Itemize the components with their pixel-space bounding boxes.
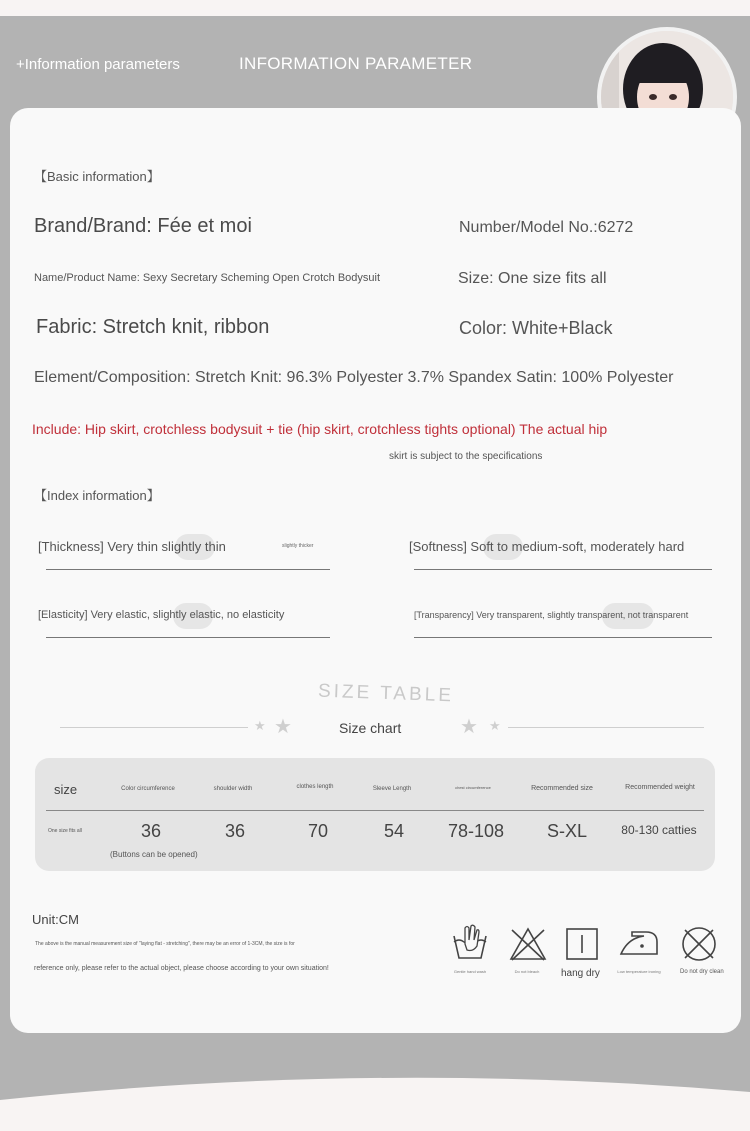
value-sleeve: 54 bbox=[383, 821, 405, 841]
softness-text: [Softness] Soft to medium-soft, moderately hard bbox=[409, 539, 685, 554]
color-text: Color: White+Black bbox=[459, 318, 613, 338]
value-collar: 36 bbox=[140, 821, 162, 841]
header-rec-size: Recommended size bbox=[531, 785, 593, 792]
softness-underline bbox=[414, 569, 712, 570]
elasticity-text: [Elasticity] Very elastic, slightly elastic, no elasticity bbox=[38, 609, 285, 621]
header-chest: chest circumference bbox=[455, 785, 491, 790]
model-text: Number/Model No.:6272 bbox=[459, 219, 634, 236]
product-name-text: Name/Product Name: Sexy Secretary Scheming Open Crotch Bodysuit bbox=[34, 272, 381, 284]
include-continued-text: skirt is subject to the specifications bbox=[389, 451, 543, 462]
disclaimer-line-2: reference only, please refer to the actual object, please choose according to your own situation! bbox=[34, 965, 329, 972]
hand-wash-icon bbox=[451, 922, 489, 962]
unit-label: Unit:CM bbox=[32, 912, 79, 927]
star-small-left-icon: ★ bbox=[254, 718, 266, 733]
header-title: INFORMATION PARAMETER bbox=[239, 54, 473, 73]
elasticity-underline bbox=[46, 637, 330, 638]
thickness-text: [Thickness] Very thin slightly thin bbox=[38, 539, 226, 554]
low-iron-icon bbox=[618, 928, 660, 958]
star-large-right-icon: ★ bbox=[460, 716, 478, 738]
header-rec-weight: Recommended weight bbox=[625, 784, 695, 791]
transparency-text: [Transparency] Very transparent, slightly transparent, not transparent bbox=[414, 610, 689, 620]
row-label: One size fits all bbox=[48, 828, 82, 834]
no-dry-clean-label: Do not dry clean bbox=[680, 969, 724, 975]
value-shoulder: 36 bbox=[224, 821, 246, 841]
star-small-right-icon: ★ bbox=[489, 718, 501, 733]
value-chest: 78-108 bbox=[447, 821, 505, 841]
header-collar: Color circumference bbox=[121, 786, 175, 792]
size-text: Size: One size fits all bbox=[458, 270, 607, 287]
low-iron-label: Low temperature ironing bbox=[617, 969, 661, 974]
header-size: size bbox=[54, 782, 78, 797]
table-header-rule bbox=[46, 810, 704, 811]
do-not-bleach-icon bbox=[508, 926, 548, 962]
value-rec-size: S-XL bbox=[546, 821, 588, 841]
transparency-underline bbox=[414, 637, 712, 638]
bottom-wave bbox=[0, 1060, 750, 1131]
composition-text: Element/Composition: Stretch Knit: 96.3% Polyester 3.7% Spandex Satin: 100% Polyester bbox=[34, 369, 674, 386]
size-table-watermark: SIZE TABLE bbox=[317, 680, 455, 707]
info-card bbox=[10, 108, 741, 1033]
hand-wash-label: Gentle hand wash bbox=[453, 969, 487, 974]
buttons-note: (Buttons can be opened) bbox=[110, 850, 198, 859]
do-not-bleach-label: Do not bleach bbox=[514, 969, 540, 974]
no-dry-clean-icon bbox=[680, 925, 718, 963]
hang-dry-label: hang dry bbox=[561, 968, 600, 979]
value-rec-weight: 80-130 catties bbox=[621, 823, 697, 837]
header-length: clothes length bbox=[296, 784, 334, 790]
star-large-left-icon: ★ bbox=[274, 716, 292, 738]
brand-text: Brand/Brand: Fée et moi bbox=[34, 215, 252, 237]
thickness-extra-text: slightly thicker bbox=[282, 543, 314, 549]
header-left-label: +Information parameters bbox=[16, 56, 180, 73]
left-divider bbox=[60, 727, 248, 728]
fabric-text: Fabric: Stretch knit, ribbon bbox=[36, 316, 270, 338]
hang-dry-icon bbox=[565, 927, 599, 961]
header-sleeve: Sleeve Length bbox=[372, 786, 412, 792]
right-divider bbox=[508, 727, 704, 728]
header-shoulder: shoulder width bbox=[213, 786, 253, 792]
disclaimer-line-1: The above is the manual measurement size of "laying flat - stretching", there may be an error of 1-3CM, the size is for bbox=[35, 941, 295, 947]
basic-section-title: 【Basic information】 bbox=[34, 169, 160, 184]
thickness-underline bbox=[46, 569, 330, 570]
index-section-title: 【Index information】 bbox=[34, 488, 160, 503]
include-text: Include: Hip skirt, crotchless bodysuit + tie (hip skirt, crotchless tights optional) The actual hip bbox=[32, 421, 608, 437]
value-length: 70 bbox=[307, 821, 329, 841]
size-chart-title: Size chart bbox=[339, 720, 402, 736]
